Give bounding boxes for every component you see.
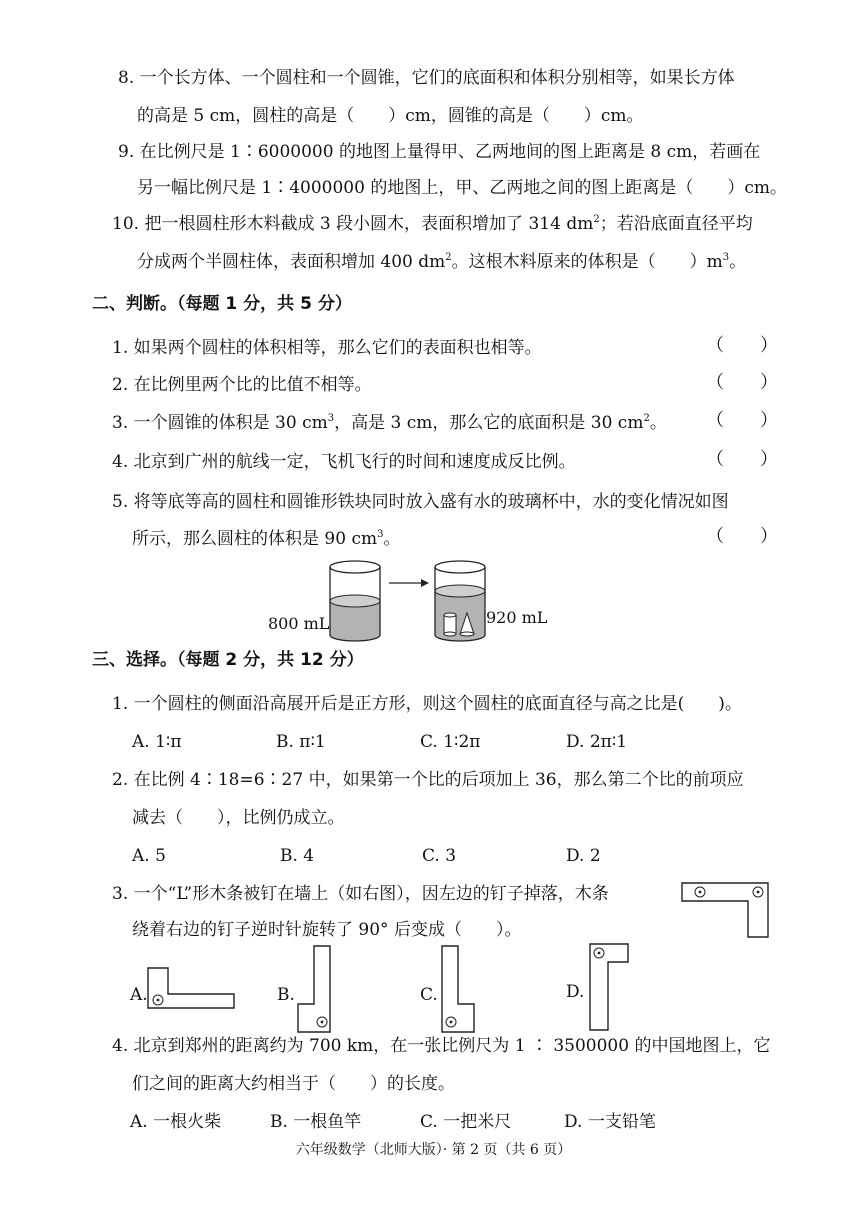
choice-q3-line2: 绕着右边的钉子逆时针旋转了 90° 后变成（ ）。 (132, 920, 522, 940)
fill-q9-line2: 另一幅比例尺是 1∶4000000 的地图上，甲、乙两地之间的图上距离是（ ）cm。 (137, 178, 787, 198)
choice-q4-line1: 4. 北京到郑州的距离约为 700 km，在一张比例尺为 1 ∶ 3500000 的中国地图上，它 (112, 1036, 771, 1056)
judge-q5-text-a: 所示，那么圆柱的体积是 90 cm (132, 529, 378, 549)
fill-q10-text-c: 分成两个半圆柱体，表面积增加 400 dm (137, 252, 446, 272)
beaker-figure (325, 557, 495, 647)
option-b-shape (296, 944, 342, 1036)
choice-q2-option-d[interactable]: D. 2 (566, 846, 601, 866)
fill-q8-line1: 8. 一个长方体、一个圆柱和一个圆锥，它们的底面积和体积分别相等，如果长方体 (118, 68, 735, 88)
judge-q1: 1. 如果两个圆柱的体积相等，那么它们的表面积也相等。 (112, 338, 542, 358)
choice-q4-option-d[interactable]: D. 一支铅笔 (564, 1112, 656, 1132)
judge-q3-answer-blank[interactable]: （ ） (706, 410, 778, 431)
beaker-right (435, 561, 485, 641)
choice-q2-option-a[interactable]: A. 5 (132, 846, 166, 866)
judge-q5-line2 (132, 527, 400, 551)
fill-q10-text-e: 。 (729, 252, 747, 272)
choice-q2-option-b[interactable]: B. 4 (280, 846, 315, 866)
arrow-right-icon (389, 579, 429, 587)
sup-cubed: 3 (722, 252, 730, 263)
judge-q2-answer-blank[interactable]: （ ） (706, 372, 778, 393)
choice-q2-line2: 减去（ ），比例仍成立。 (132, 808, 345, 828)
choice-q1-option-c[interactable]: C. 1∶2π (420, 732, 481, 752)
judge-q3 (112, 411, 667, 435)
option-c-shape (440, 944, 486, 1036)
judge-q3-text-b: ，高是 3 cm，那么它的底面积是 30 cm (334, 413, 644, 433)
judge-q4: 4. 北京到广州的航线一定，飞机飞行的时间和速度成反比例。 (112, 452, 576, 472)
judge-q5-answer-blank[interactable]: （ ） (706, 526, 778, 547)
beaker-left (330, 561, 380, 641)
choice-q1-option-b[interactable]: B. π∶1 (276, 732, 326, 752)
choice-q3-line1: 3. 一个“L”形木条被钉在墙上（如右图），因左边的钉子掉落，木条 (112, 884, 609, 904)
choice-q1-option-d[interactable]: D. 2π∶1 (566, 732, 628, 752)
choice-q3-option-d[interactable]: D. (566, 982, 585, 1002)
judge-q1-answer-blank[interactable]: （ ） (706, 335, 778, 356)
judge-q3-text-c: 。 (649, 413, 667, 433)
fill-q9-line1: 9. 在比例尺是 1∶6000000 的地图上量得甲、乙两地间的图上距离是 8 cm，若画在 (118, 142, 761, 162)
choice-q1-option-a[interactable]: A. 1∶π (132, 732, 182, 752)
choice-q4-option-a[interactable]: A. 一根火柴 (130, 1112, 222, 1132)
fill-q10-text-a: 10. 把一根圆柱形木料截成 3 段小圆木，表面积增加了 314 dm (112, 214, 594, 234)
choice-q4-option-c[interactable]: C. 一把米尺 (420, 1112, 512, 1132)
sup-squared: 2 (593, 214, 600, 225)
sup-squared: 2 (445, 252, 452, 263)
judge-q3-text-a: 3. 一个圆锥的体积是 30 cm (112, 413, 328, 433)
choice-q4-option-b[interactable]: B. 一根鱼竿 (270, 1112, 362, 1132)
choice-q3-option-b[interactable]: B. (277, 985, 295, 1005)
sup-cubed: 3 (327, 413, 335, 424)
choice-q3-option-a[interactable]: A. (130, 985, 148, 1005)
sup-cubed: 3 (377, 529, 384, 540)
judge-q5-text-b: 。 (383, 529, 401, 549)
judge-q2: 2. 在比例里两个比的比值不相等。 (112, 375, 372, 395)
choice-q1: 1. 一个圆柱的侧面沿高展开后是正方形，则这个圆柱的底面直径与高之比是( )。 (112, 694, 742, 714)
choice-q3-option-c[interactable]: C. (420, 985, 438, 1005)
cylinder-block-icon (444, 613, 456, 636)
judge-q5-line1: 5. 将等底等高的圆柱和圆锥形铁块同时放入盛有水的玻璃杯中，水的变化情况如图 (112, 492, 729, 512)
option-a-shape (146, 966, 238, 1012)
fill-q10-text-d: 。这根木料原来的体积是（ ）m (451, 252, 723, 272)
beaker-left-label: 800 mL (268, 614, 330, 633)
page-footer: 六年级数学（北师大版）· 第 2 页（共 6 页） (295, 1142, 572, 1158)
sup-squared: 2 (643, 413, 650, 424)
l-shape-reference (680, 881, 772, 941)
judge-heading: 二、判断。（每题 1 分，共 5 分） (92, 294, 352, 314)
fill-q10-text-b: ；若沿底面直径平均 (599, 214, 753, 234)
option-d-shape (588, 942, 634, 1034)
beaker-right-label: 920 mL (486, 608, 548, 627)
choice-q2-option-c[interactable]: C. 3 (422, 846, 457, 866)
fill-q10-line2 (137, 250, 746, 274)
choice-q2-line1: 2. 在比例 4∶18=6∶27 中，如果第一个比的后项加上 36，那么第二个比的前项应 (112, 770, 744, 790)
choice-heading: 三、选择。（每题 2 分，共 12 分） (92, 650, 364, 670)
fill-q10-line1 (112, 212, 753, 236)
judge-q4-answer-blank[interactable]: （ ） (706, 449, 778, 470)
fill-q8-line2: 的高是 5 cm，圆柱的高是（ ）cm，圆锥的高是（ ）cm。 (137, 106, 644, 126)
choice-q4-line2: 们之间的距离大约相当于（ ）的长度。 (132, 1074, 455, 1094)
